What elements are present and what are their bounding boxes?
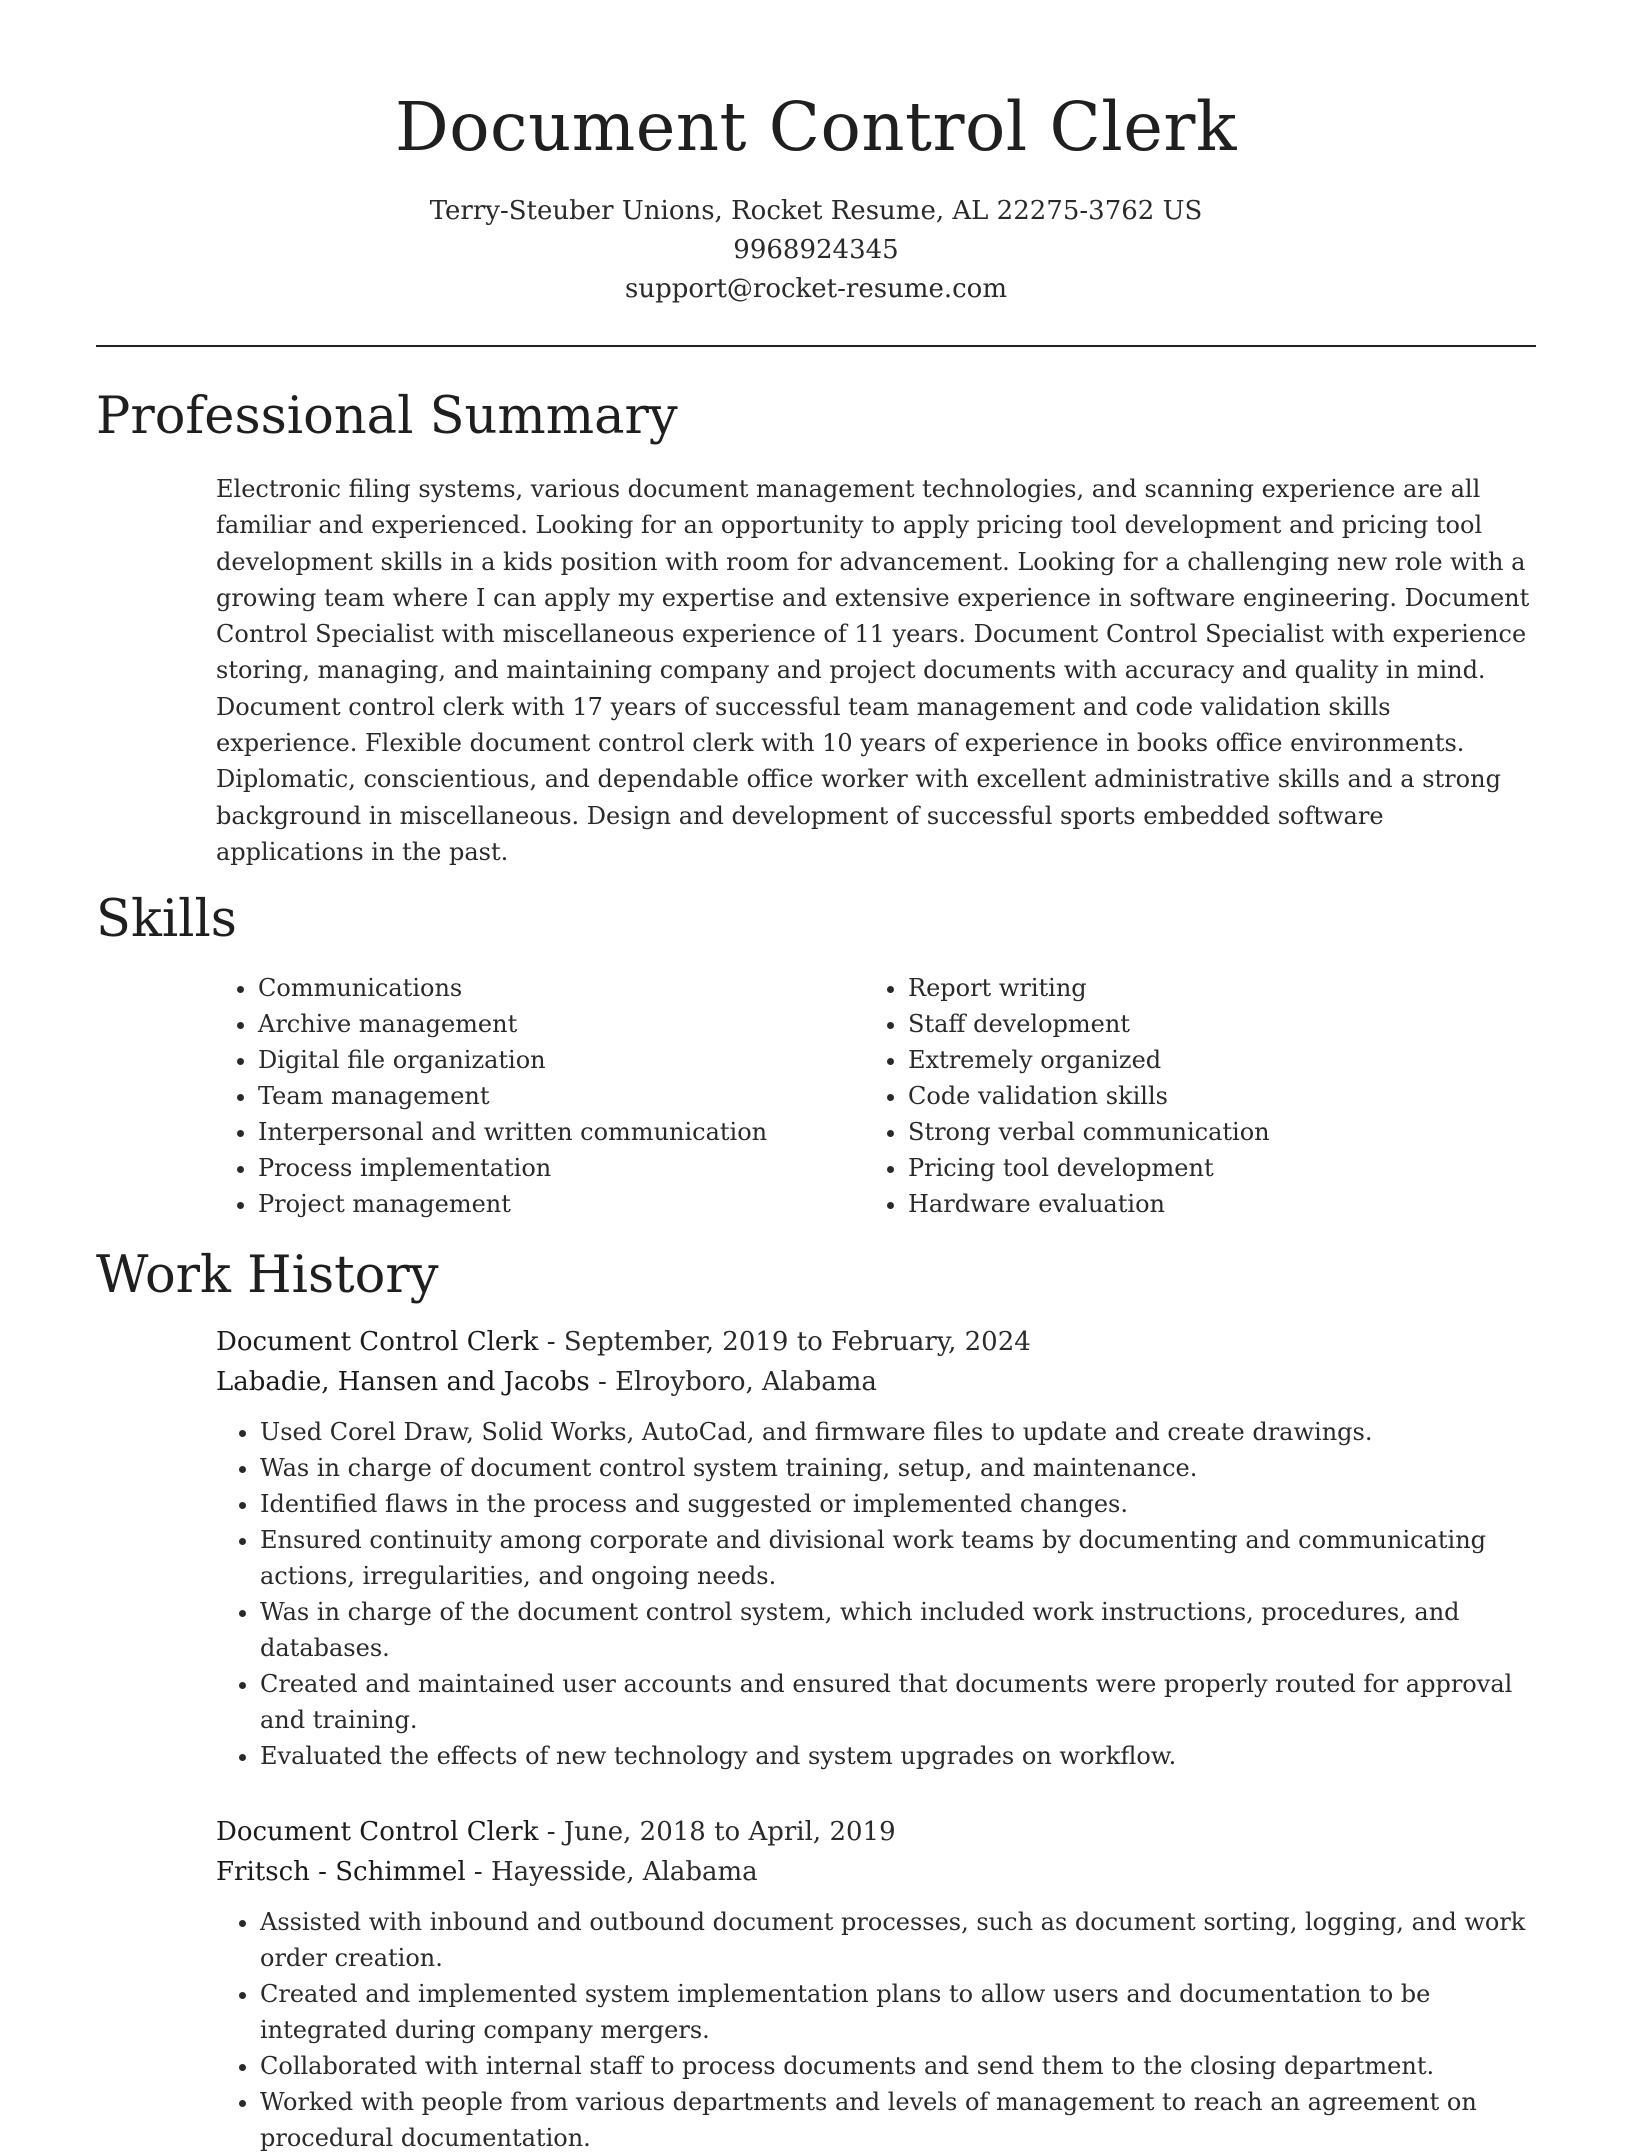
job-bullet: • Was in charge of the document control system, which included work instructions, procedures, and databases. [260,1594,1536,1666]
job-company: Labadie, Hansen and Jacobs [216,1367,590,1398]
skills-column-right [866,970,1516,1222]
candidate-title: Document Control Clerk [394,88,1238,166]
job-bullets [216,1414,1536,1774]
resume-header [96,0,1536,309]
job-bullet: • Identified flaws in the process and suggested or implemented changes. [260,1486,1536,1522]
job-bullet: • Created and implemented system implementation plans to allow users and documentation to be integrated during company mergers. [260,1976,1536,2048]
job-bullet: • Worked with people from various departments and levels of management to reach an agreement on procedural documentation. [260,2084,1536,2156]
skill-item: • Strong verbal communication [908,1114,1516,1150]
job-bullet: • Evaluated the effects of new technology and system upgrades on workflow. [260,1738,1536,1774]
job-bullets [216,1904,1536,2156]
job-company-line: Labadie, Hansen and Jacobs - Elroyboro, Alabama [216,1367,877,1398]
job-bullet: • Assisted with inbound and outbound document processes, such as document sorting, logging, and work order creation. [260,1904,1536,1976]
section-title-summary: Professional Summary [96,387,678,446]
skill-item: • Team management [258,1078,866,1114]
section-title-skills: Skills [96,890,237,950]
contact-block [96,192,1536,309]
job-title-line: Document Control Clerk - September, 2019 to February, 2024 [216,1327,1031,1358]
job-role: Document Control Clerk [216,1817,539,1848]
job-entry [216,1812,1536,2156]
job-title-line: Document Control Clerk - June, 2018 to April, 2019 [216,1817,896,1848]
skill-item: • Code validation skills [908,1078,1516,1114]
header-divider [96,345,1536,347]
section-title-work-history: Work History [96,1246,439,1306]
job-entry [216,1322,1536,1774]
skill-item: • Interpersonal and written communication [258,1114,866,1150]
skills-list [216,970,1536,1222]
contact-address: Terry-Steuber Unions, Rocket Resume, AL 22275-3762 US [429,196,1203,226]
job-location: Hayesside, Alabama [490,1857,758,1888]
skill-item: • Archive management [258,1006,866,1042]
job-bullet: • Was in charge of document control system training, setup, and maintenance. [260,1450,1536,1486]
job-dates: June, 2018 to April, 2019 [563,1817,896,1848]
skill-item: • Hardware evaluation [908,1186,1516,1222]
job-company: Fritsch - Schimmel [216,1857,466,1888]
job-bullet: • Ensured continuity among corporate and divisional work teams by documenting and communicating actions, irregularities, and ongoing needs. [260,1522,1536,1594]
job-dates: September, 2019 to February, 2024 [563,1327,1031,1358]
skill-item: • Communications [258,970,866,1006]
job-company-line: Fritsch - Schimmel - Hayesside, Alabama [216,1857,758,1888]
summary-text: Electronic filing systems, various document management technologies, and scanning experience are all familiar and experienced. Looking for an opportunity to apply pricing tool development and pricing tool development skills in a kids position with room for advancement. Looking for a challenging new role with a growing team where I can apply my expertise and extensive experience in software engineering. Document Control Specialist with miscellaneous experience of 11 years. Document Control Specialist with experience storing, managing, and maintaining company and project documents with accuracy and quality in mind. Document control clerk with 17 years of successful team management and code validation skills experience. Flexible document control clerk with 10 years of experience in books office environments. Diplomatic, conscientious, and dependable office worker with excellent administrative skills and a strong background in miscellaneous. Design and development of successful sports embedded software applications in the past. [216,475,1530,866]
skill-item: • Digital file organization [258,1042,866,1078]
skill-item: • Report writing [908,970,1516,1006]
skill-item: • Pricing tool development [908,1150,1516,1186]
skill-item: • Process implementation [258,1150,866,1186]
job-bullet: • Used Corel Draw, Solid Works, AutoCad, and firmware files to update and create drawings. [260,1414,1536,1450]
skill-item: • Project management [258,1186,866,1222]
skills-column-left [216,970,866,1222]
contact-email: support@rocket-resume.com [624,274,1007,304]
job-bullet: • Created and maintained user accounts and ensured that documents were properly routed for approval and training. [260,1666,1536,1738]
job-role: Document Control Clerk [216,1327,539,1358]
resume-page [96,0,1536,2156]
job-location: Elroyboro, Alabama [615,1367,877,1398]
skill-item: • Extremely organized [908,1042,1516,1078]
skill-item: • Staff development [908,1006,1516,1042]
job-bullet: • Collaborated with internal staff to process documents and send them to the closing department. [260,2048,1536,2084]
contact-phone: 9968924345 [733,235,899,265]
